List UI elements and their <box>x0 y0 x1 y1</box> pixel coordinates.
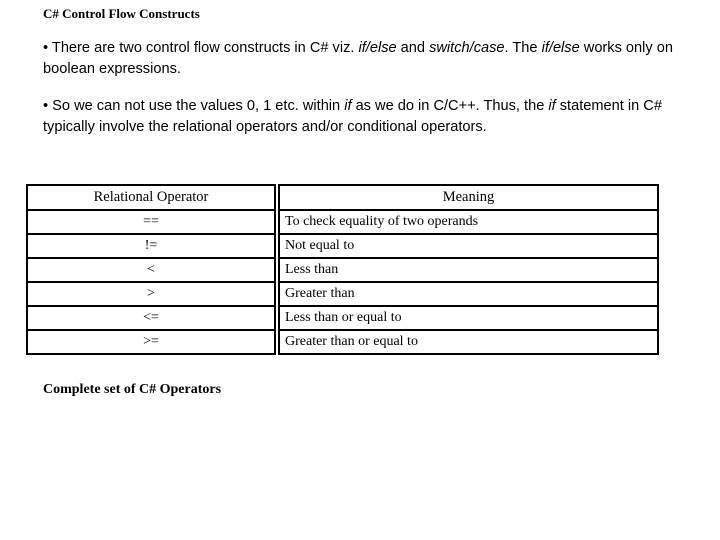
operator-cell: > <box>27 282 275 306</box>
operator-cell: < <box>27 258 275 282</box>
meaning-cell: Less than or equal to <box>279 306 658 330</box>
page-title: C# Control Flow Constructs <box>43 6 200 21</box>
table-row <box>27 234 658 258</box>
table-row <box>27 210 658 234</box>
table-row <box>27 258 658 282</box>
header-relational-operator: Relational Operator <box>27 185 275 210</box>
header-meaning: Meaning <box>279 185 658 210</box>
paragraph-control-flow <box>43 38 715 80</box>
table-header-row <box>27 185 658 210</box>
table-row <box>27 306 658 330</box>
keyword-if-else: if/else <box>358 40 397 56</box>
keyword-if: if <box>344 98 352 114</box>
paragraph-text: . The <box>504 40 542 56</box>
meaning-cell: Greater than or equal to <box>279 330 658 354</box>
paragraph-text: So we can not use the values 0, 1 etc. within <box>52 98 345 114</box>
keyword-switch-case: switch/case <box>429 40 505 56</box>
bullet: • <box>43 40 49 56</box>
paragraph-text: statement in C# typically involve the relational operators and/or conditional operators. <box>43 98 662 135</box>
bullet: • <box>43 98 49 114</box>
paragraph-text: as we do in C/C++. Thus, the <box>351 98 549 114</box>
paragraph-text: works only on boolean expressions. <box>43 40 673 77</box>
relational-operators-table <box>26 184 659 355</box>
operator-cell: != <box>27 234 275 258</box>
table-row <box>27 330 658 354</box>
meaning-cell: Greater than <box>279 282 658 306</box>
meaning-cell: Not equal to <box>279 234 658 258</box>
paragraph-text: There are two control flow constructs in C# viz. <box>51 40 359 56</box>
meaning-cell: To check equality of two operands <box>279 210 658 234</box>
operator-cell: <= <box>27 306 275 330</box>
paragraph-text: and <box>396 40 430 56</box>
keyword-if: if <box>548 98 556 114</box>
keyword-if-else: if/else <box>541 40 580 56</box>
meaning-cell: Less than <box>279 258 658 282</box>
operator-cell: >= <box>27 330 275 354</box>
operator-cell: == <box>27 210 275 234</box>
paragraph-if-statement <box>43 96 715 138</box>
footer-caption: Complete set of C# Operators <box>43 382 222 397</box>
table-row <box>27 282 658 306</box>
